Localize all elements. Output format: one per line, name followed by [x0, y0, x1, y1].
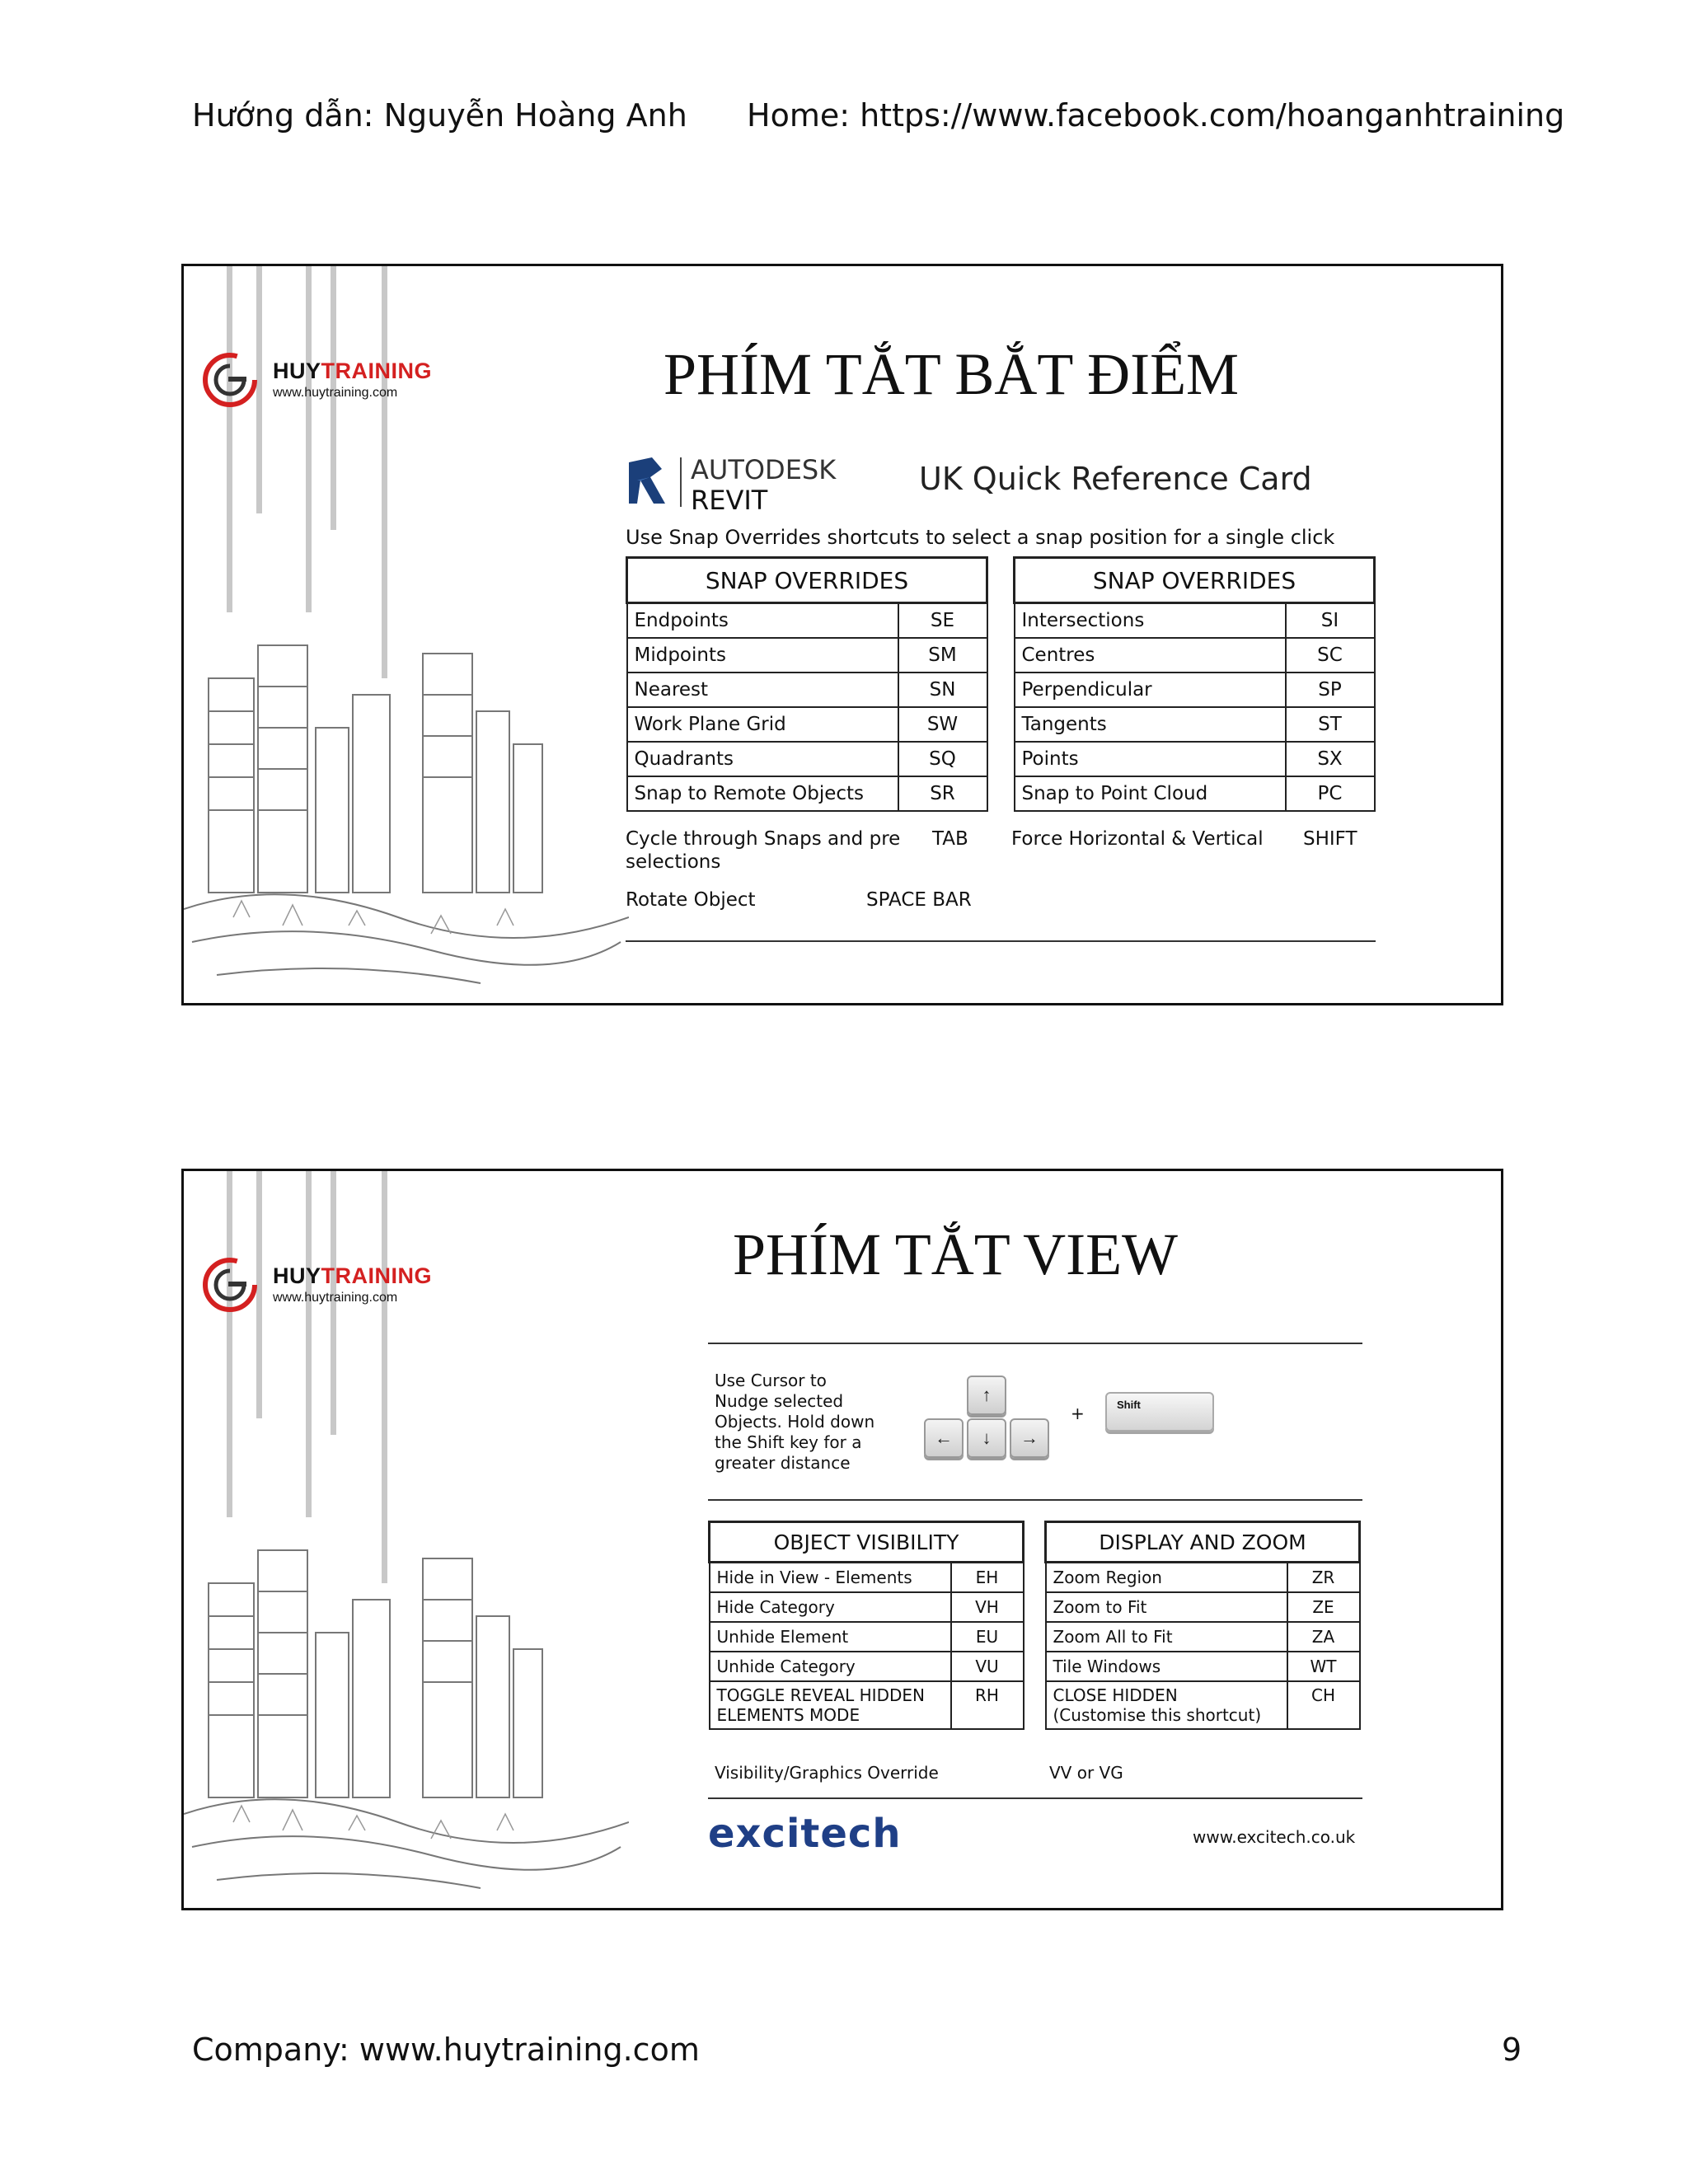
cycle-snaps-code: TAB — [932, 828, 968, 850]
nudge-text-line: Nudge selected — [715, 1391, 844, 1411]
table-row: Intersections SI — [1015, 603, 1375, 638]
huytraining-logo — [199, 349, 433, 415]
table-row: Work Plane Grid SW — [627, 707, 987, 742]
huytraining-logo — [199, 1254, 433, 1319]
table-row: Zoom Region ZR — [1046, 1563, 1360, 1592]
table-row: Unhide Category VU — [710, 1652, 1024, 1681]
rotate-object-label: Rotate Object — [626, 889, 756, 911]
table-row: Snap to Point Cloud PC — [1015, 776, 1375, 811]
table-row: Hide in View - Elements EH — [710, 1563, 1024, 1592]
logo-wordmark: HUYTRAINING — [273, 359, 433, 383]
nudge-text-line: Objects. Hold down — [715, 1412, 875, 1432]
table-row: TOGGLE REVEAL HIDDEN ELEMENTS MODE RH — [710, 1681, 1024, 1729]
cycle-snaps-label: Cycle through Snaps and pre — [626, 828, 901, 850]
table-row: Endpoints SE — [627, 603, 987, 638]
snap-overrides-right-table — [1013, 556, 1376, 812]
slide-title: PHÍM TẮT BẮT ĐIỂM — [663, 341, 1240, 407]
table-row: Centres SC — [1015, 638, 1375, 673]
slide-snap-shortcuts — [181, 264, 1503, 1005]
logo-wordmark: HUYTRAINING — [273, 1263, 433, 1288]
table-row: Points SX — [1015, 742, 1375, 776]
home-link[interactable]: Home: https://www.facebook.com/hoanganhtraining — [747, 97, 1565, 134]
table-header: DISPLAY AND ZOOM — [1046, 1522, 1360, 1563]
shift-key-icon: Shift — [1105, 1392, 1214, 1432]
table-row: Tangents ST — [1015, 707, 1375, 742]
slide-title: PHÍM TẮT VIEW — [733, 1221, 1178, 1287]
author-header: Hướng dẫn: Nguyễn Hoàng Anh — [192, 97, 687, 134]
vg-override-label: Visibility/Graphics Override — [715, 1763, 939, 1783]
excitech-logo: excitech — [708, 1811, 902, 1857]
excitech-url[interactable]: www.excitech.co.uk — [1193, 1827, 1356, 1847]
nudge-text-line: greater distance — [715, 1453, 851, 1473]
autodesk-label: AUTODESK — [691, 454, 837, 485]
huytraining-logo-icon — [199, 1254, 265, 1319]
arrow-down-key-icon: ↓ — [967, 1418, 1006, 1458]
card-title: UK Quick Reference Card — [919, 461, 1312, 497]
table-row: Hide Category VH — [710, 1592, 1024, 1622]
divider-line — [626, 940, 1376, 942]
table-row: Zoom to Fit ZE — [1046, 1592, 1360, 1622]
plus-sign: + — [1071, 1404, 1085, 1423]
nudge-text-line: Use Cursor to — [715, 1371, 827, 1390]
nudge-text-line: the Shift key for a — [715, 1432, 862, 1452]
arrow-left-key-icon: ← — [924, 1418, 964, 1458]
arrow-up-key-icon: ↑ — [967, 1376, 1006, 1415]
force-hv-code: SHIFT — [1303, 828, 1357, 850]
revit-label: REVIT — [691, 485, 768, 516]
object-visibility-table — [708, 1521, 1025, 1730]
force-hv-label: Force Horizontal & Vertical — [1011, 828, 1264, 850]
cycle-snaps-label-cont: selections — [626, 851, 721, 873]
table-row: Midpoints SM — [627, 638, 987, 673]
rotate-object-code: SPACE BAR — [866, 889, 972, 911]
table-header: SNAP OVERRIDES — [1015, 558, 1375, 603]
table-header: SNAP OVERRIDES — [627, 558, 987, 603]
divider-line — [708, 1797, 1362, 1799]
snap-overrides-left-table — [626, 556, 988, 812]
logo-url: www.huytraining.com — [273, 1291, 398, 1305]
table-row: Unhide Element EU — [710, 1622, 1024, 1652]
table-row: Nearest SN — [627, 673, 987, 707]
table-header: OBJECT VISIBILITY — [710, 1522, 1024, 1563]
table-row: Zoom All to Fit ZA — [1046, 1622, 1360, 1652]
divider-line — [708, 1499, 1362, 1501]
table-row: Perpendicular SP — [1015, 673, 1375, 707]
table-row: Snap to Remote Objects SR — [627, 776, 987, 811]
table-row: CLOSE HIDDEN (Customise this shortcut) CH — [1046, 1681, 1360, 1729]
page-number: 9 — [1502, 2032, 1522, 2068]
display-zoom-table — [1044, 1521, 1361, 1730]
table-row: Quadrants SQ — [627, 742, 987, 776]
table-row: Tile Windows WT — [1046, 1652, 1360, 1681]
vg-override-code: VV or VG — [1049, 1763, 1123, 1783]
logo-divider — [680, 457, 682, 507]
revit-logo-icon — [626, 457, 668, 505]
huytraining-logo-icon — [199, 349, 265, 415]
slide-view-shortcuts — [181, 1169, 1503, 1910]
divider-line — [708, 1343, 1362, 1344]
company-footer[interactable]: Company: www.huytraining.com — [192, 2032, 700, 2068]
snap-intro: Use Snap Overrides shortcuts to select a snap position for a single click — [626, 526, 1335, 549]
arrow-right-key-icon: → — [1010, 1418, 1049, 1458]
logo-url: www.huytraining.com — [273, 386, 398, 400]
